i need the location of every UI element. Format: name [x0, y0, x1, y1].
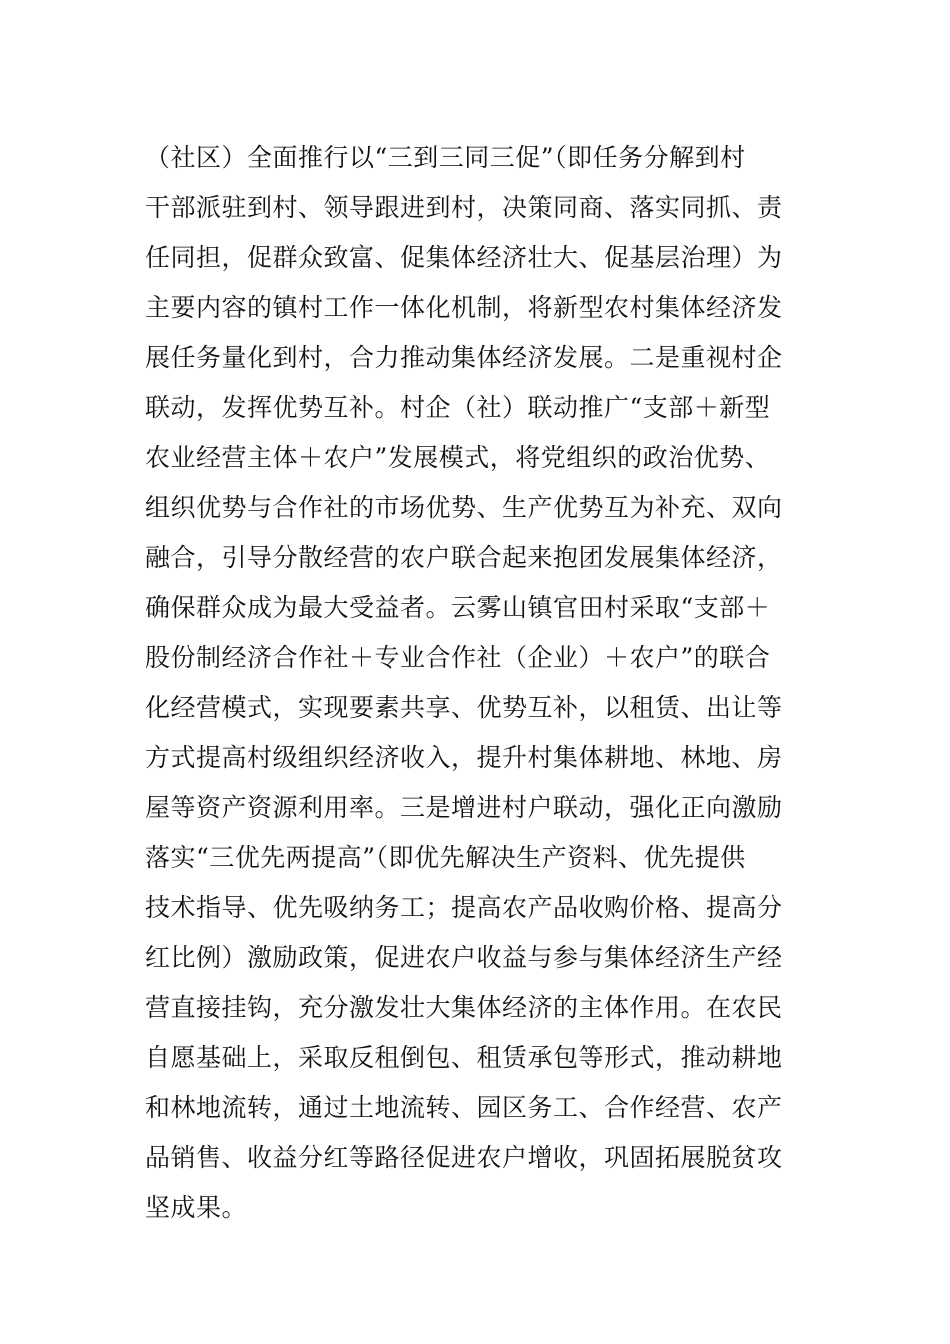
text-line-12: 化经营模式，实现要素共享、优势互补，以租赁、出让等 — [145, 693, 783, 722]
text-line-6: 联动，发挥优势互补。村企（社）联动推广“支部＋新型 — [145, 393, 771, 422]
text-line-15: 落实“三优先两提高”（即优先解决生产资料、优先提供 — [145, 843, 746, 872]
text-line-2: 干部派驻到村、领导跟进到村，决策同商、落实同抓、责 — [145, 193, 783, 222]
text-line-17: 红比例）激励政策，促进农户收益与参与集体经济生产经 — [145, 943, 783, 972]
text-line-3: 任同担，促群众致富、促集体经济壮大、促基层治理）为 — [145, 243, 783, 272]
text-line-22: 坚成果。 — [145, 1193, 248, 1222]
text-line-14: 屋等资产资源利用率。三是增进村户联动，强化正向激励 — [145, 793, 783, 822]
text-line-5: 展任务量化到村，合力推动集体经济发展。二是重视村企 — [145, 343, 783, 372]
text-line-10: 确保群众成为最大受益者。云雾山镇官田村采取“支部＋ — [145, 593, 771, 622]
text-line-9: 融合，引导分散经营的农户联合起来抱团发展集体经济， — [145, 543, 783, 572]
text-line-13: 方式提高村级组织经济收入，提升村集体耕地、林地、房 — [145, 743, 783, 772]
text-line-16: 技术指导、优先吸纳务工；提高农产品收购价格、提高分 — [145, 893, 783, 922]
text-line-19: 自愿基础上，采取反租倒包、租赁承包等形式，推动耕地 — [145, 1043, 783, 1072]
text-line-21: 品销售、收益分红等路径促进农户增收，巩固拓展脱贫攻 — [145, 1143, 783, 1172]
text-line-7: 农业经营主体＋农户”发展模式，将党组织的政治优势、 — [145, 443, 771, 472]
text-line-18: 营直接挂钩，充分激发壮大集体经济的主体作用。在农民 — [145, 993, 783, 1022]
text-line-8: 组织优势与合作社的市场优势、生产优势互为补充、双向 — [145, 493, 783, 522]
text-line-11: 股份制经济合作社＋专业合作社（企业）＋农户”的联合 — [145, 643, 771, 672]
text-line-4: 主要内容的镇村工作一体化机制，将新型农村集体经济发 — [145, 293, 783, 322]
text-line-1: （社区）全面推行以“三到三同三促”（即任务分解到村 — [145, 143, 746, 172]
body-paragraph — [145, 133, 810, 1233]
text-line-20: 和林地流转，通过土地流转、园区务工、合作经营、农产 — [145, 1093, 783, 1122]
